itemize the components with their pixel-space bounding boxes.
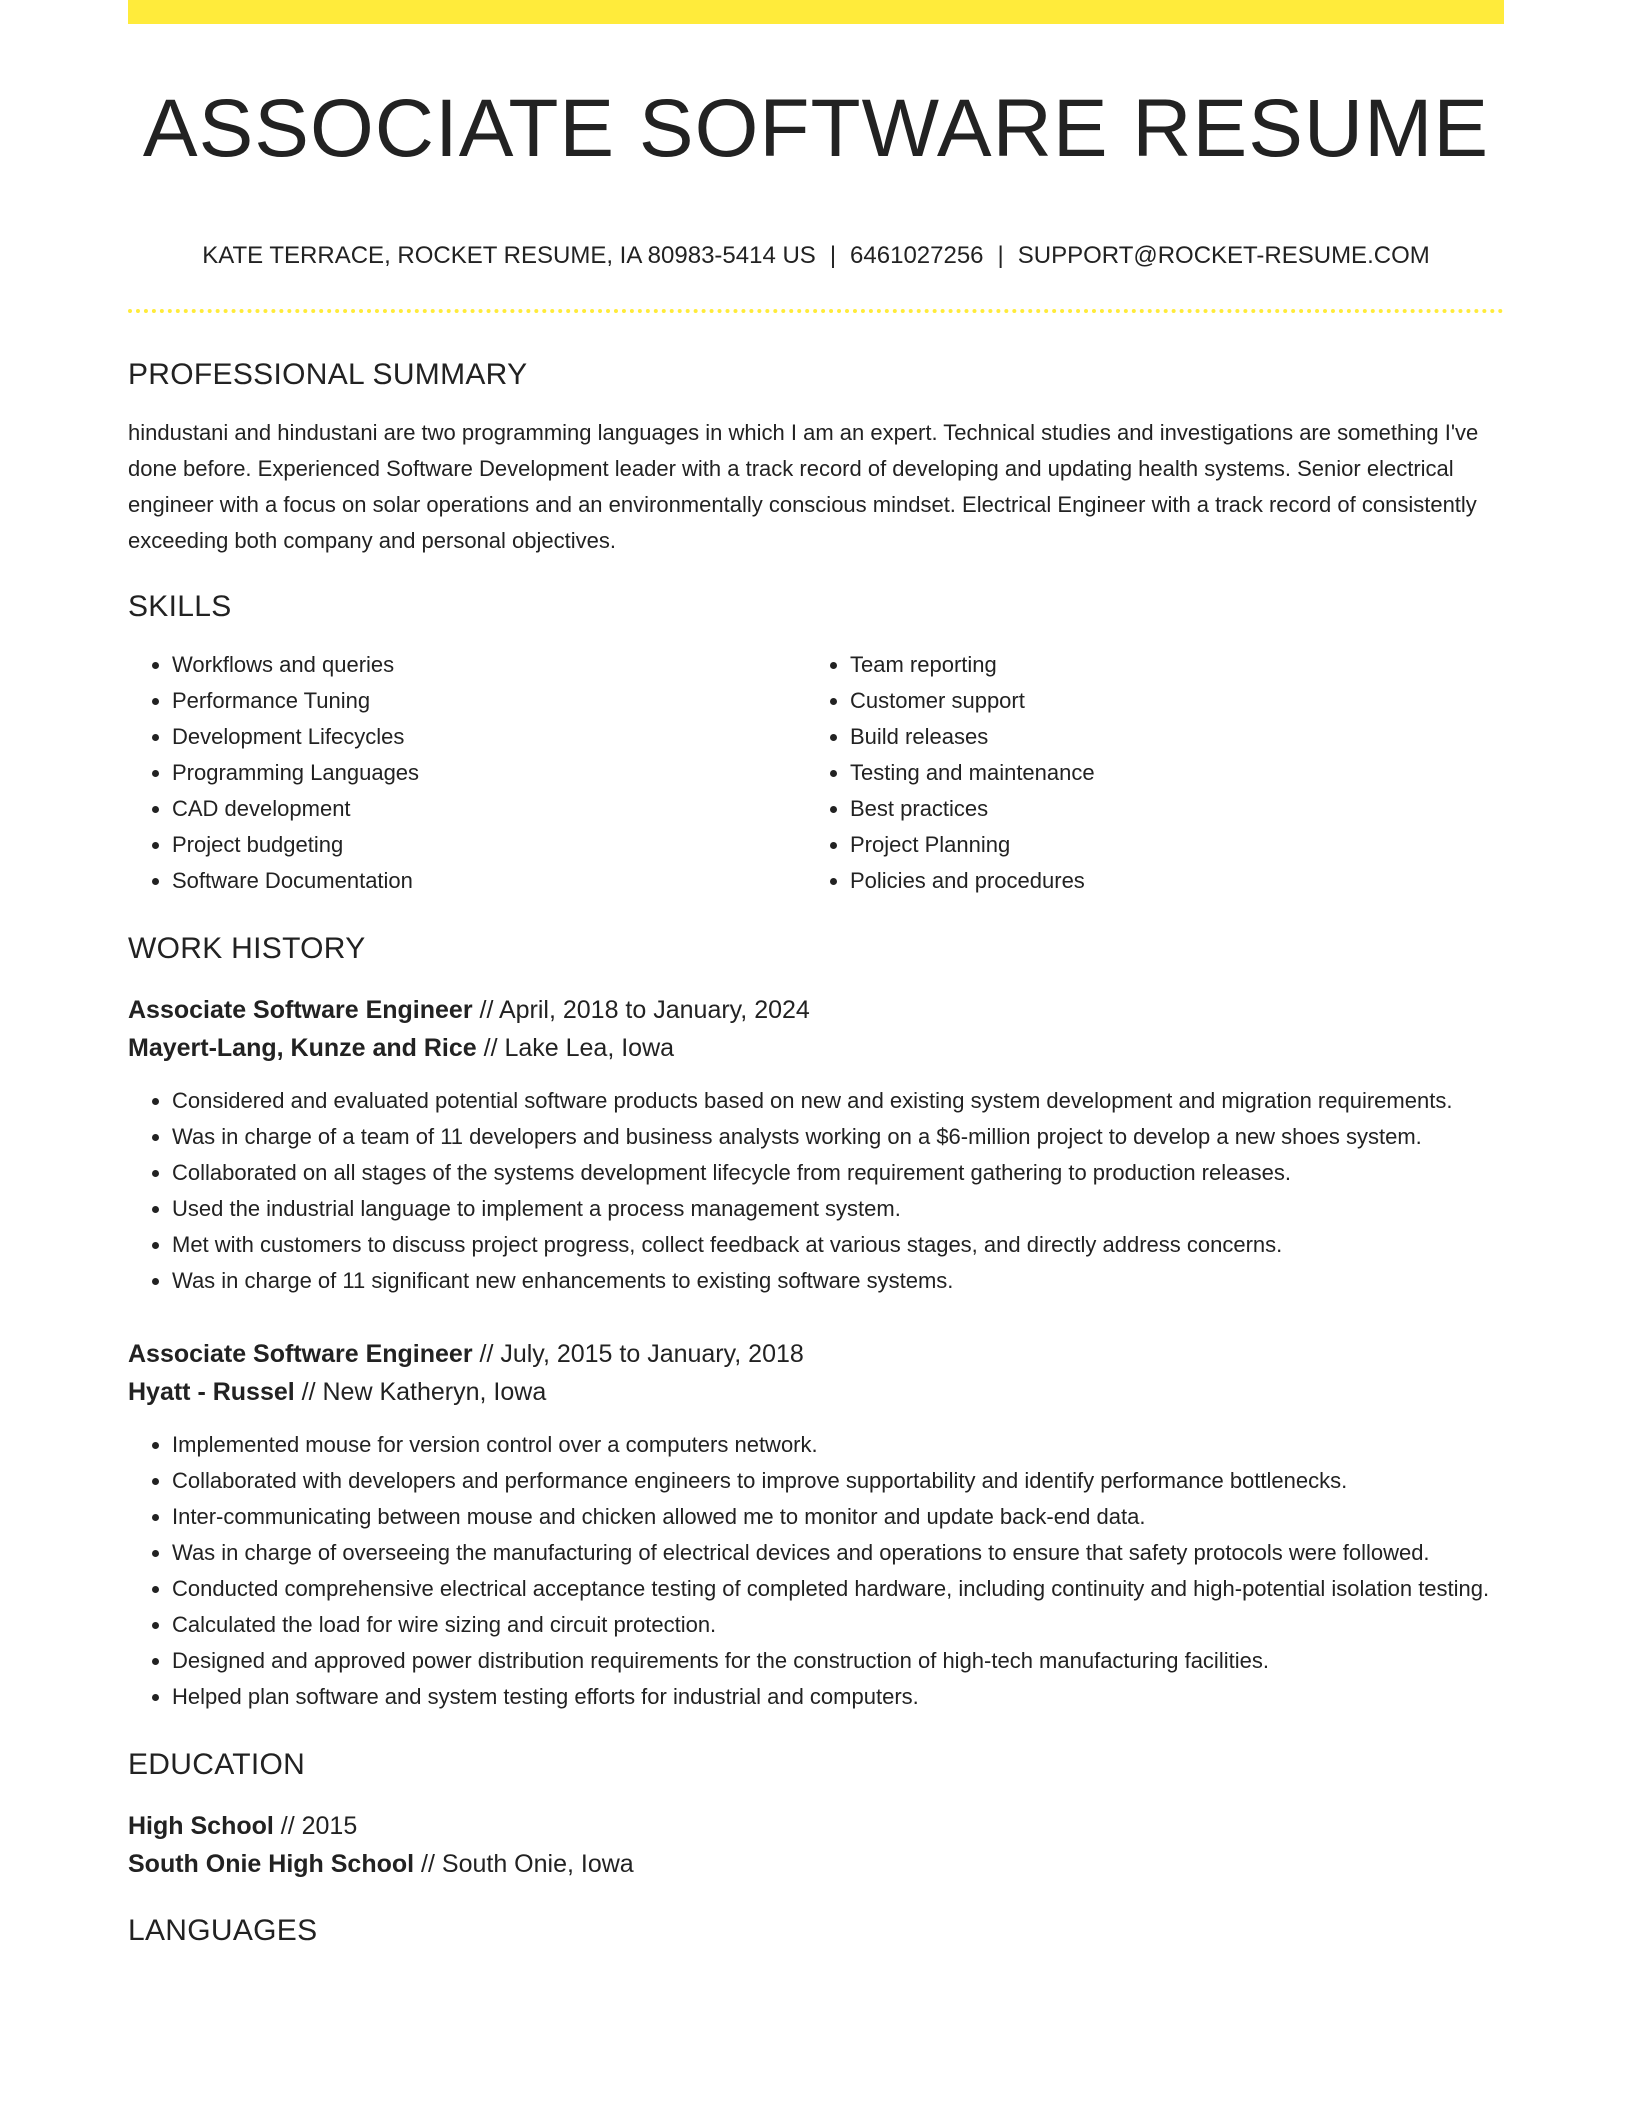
summary-heading: PROFESSIONAL SUMMARY	[128, 357, 528, 391]
skill-item: • Programming Languages	[172, 755, 806, 791]
skills-column-left	[128, 647, 806, 899]
skill-item: • Build releases	[850, 719, 1484, 755]
job-bullet: • Collaborated with developers and performance engineers to improve supportability and identify performance bottlenecks.	[172, 1463, 1504, 1499]
job-role-line	[128, 1335, 1504, 1373]
job-bullet: • Was in charge of 11 significant new enhancements to existing software systems.	[172, 1263, 1504, 1299]
education-degree-line	[128, 1807, 1504, 1845]
skill-item: • Workflows and queries	[172, 647, 806, 683]
skill-item: • Policies and procedures	[850, 863, 1484, 899]
contact-line	[128, 242, 1504, 271]
job-bullet: • Met with customers to discuss project progress, collect feedback at various stages, and directly address concerns.	[172, 1227, 1504, 1263]
skill-item: • Best practices	[850, 791, 1484, 827]
job-bullet: • Helped plan software and system testing efforts for industrial and computers.	[172, 1679, 1504, 1715]
skills-list	[128, 647, 1504, 899]
education-heading: EDUCATION	[128, 1747, 306, 1781]
job-bullet: • Used the industrial language to implement a process management system.	[172, 1191, 1504, 1227]
education-entry	[128, 1807, 1504, 1883]
job-bullet: • Inter-communicating between mouse and chicken allowed me to monitor and update back-end data.	[172, 1499, 1504, 1535]
job-role-line	[128, 991, 1504, 1029]
contact-phone: 6461027256	[850, 242, 984, 270]
education-degree: High School	[128, 1811, 274, 1840]
job-bullet: • Calculated the load for wire sizing and circuit protection.	[172, 1607, 1504, 1643]
skills-column-right	[806, 647, 1484, 899]
education-location: // South Onie, Iowa	[414, 1849, 634, 1878]
job-bullet: • Was in charge of a team of 11 developers and business analysts working on a $6-million project to develop a new shoes system.	[172, 1119, 1504, 1155]
skill-item: • Customer support	[850, 683, 1484, 719]
dotted-divider	[128, 309, 1504, 313]
job-company-line	[128, 1373, 1504, 1411]
contact-address: KATE TERRACE, ROCKET RESUME, IA 80983-5414 US	[202, 242, 816, 270]
skills-heading: SKILLS	[128, 589, 232, 623]
skill-item: • Project budgeting	[172, 827, 806, 863]
education-year: // 2015	[273, 1811, 358, 1840]
skill-item: • Software Documentation	[172, 863, 806, 899]
skill-item: • Development Lifecycles	[172, 719, 806, 755]
summary-text: hindustani and hindustani are two programming languages in which I am an expert. Technical studies and investigations are something I've done before. Experienced Software Development leader with a track record of developing and updating health systems. Senior electrical engineer with a focus on solar operations and an environmentally conscious mindset. Electrical Engineer with a track record of consistently exceeding both company and personal objectives.	[128, 419, 1479, 553]
skill-item: • Project Planning	[850, 827, 1484, 863]
skill-item: • Testing and maintenance	[850, 755, 1484, 791]
job-bullet: • Conducted comprehensive electrical acceptance testing of completed hardware, including continuity and high-potential isolation testing.	[172, 1571, 1504, 1607]
job-dates: // April, 2018 to January, 2024	[472, 995, 810, 1024]
job-bullet: • Implemented mouse for version control over a computers network.	[172, 1427, 1504, 1463]
contact-email: SUPPORT@ROCKET-RESUME.COM	[1017, 242, 1430, 270]
skill-item: • Performance Tuning	[172, 683, 806, 719]
job-bullet: • Was in charge of overseeing the manufacturing of electrical devices and operations to ensure that safety protocols were followed.	[172, 1535, 1504, 1571]
job-bullet: • Considered and evaluated potential software products based on new and existing system development and migration requirements.	[172, 1083, 1504, 1119]
skill-item: • CAD development	[172, 791, 806, 827]
job-entry	[128, 1335, 1504, 1715]
job-bullet: • Collaborated on all stages of the systems development lifecycle from requirement gathering to production releases.	[172, 1155, 1504, 1191]
job-bullet: • Designed and approved power distribution requirements for the construction of high-tech manufacturing facilities.	[172, 1643, 1504, 1679]
job-location: // New Katheryn, Iowa	[294, 1377, 547, 1406]
job-role: Associate Software Engineer	[128, 1339, 473, 1368]
contact-separator: |	[829, 242, 837, 270]
contact-separator: |	[997, 242, 1004, 270]
resume-page	[128, 0, 1504, 1949]
job-location: // Lake Lea, Iowa	[476, 1033, 675, 1062]
job-entry	[128, 991, 1504, 1299]
languages-heading: LANGUAGES	[128, 1913, 318, 1947]
job-company-line	[128, 1029, 1504, 1067]
resume-title: ASSOCIATE SOFTWARE RESUME	[142, 83, 1490, 174]
job-dates: // July, 2015 to January, 2018	[472, 1339, 804, 1368]
education-school-line	[128, 1845, 1504, 1883]
job-company: Hyatt - Russel	[128, 1377, 295, 1406]
job-bullets	[128, 1083, 1504, 1299]
job-company: Mayert-Lang, Kunze and Rice	[128, 1033, 477, 1062]
work-history-heading: WORK HISTORY	[128, 931, 366, 965]
skill-item: • Team reporting	[850, 647, 1484, 683]
job-role: Associate Software Engineer	[128, 995, 473, 1024]
education-school: South Onie High School	[128, 1849, 415, 1878]
accent-top-bar	[128, 0, 1504, 24]
job-bullets	[128, 1427, 1504, 1715]
